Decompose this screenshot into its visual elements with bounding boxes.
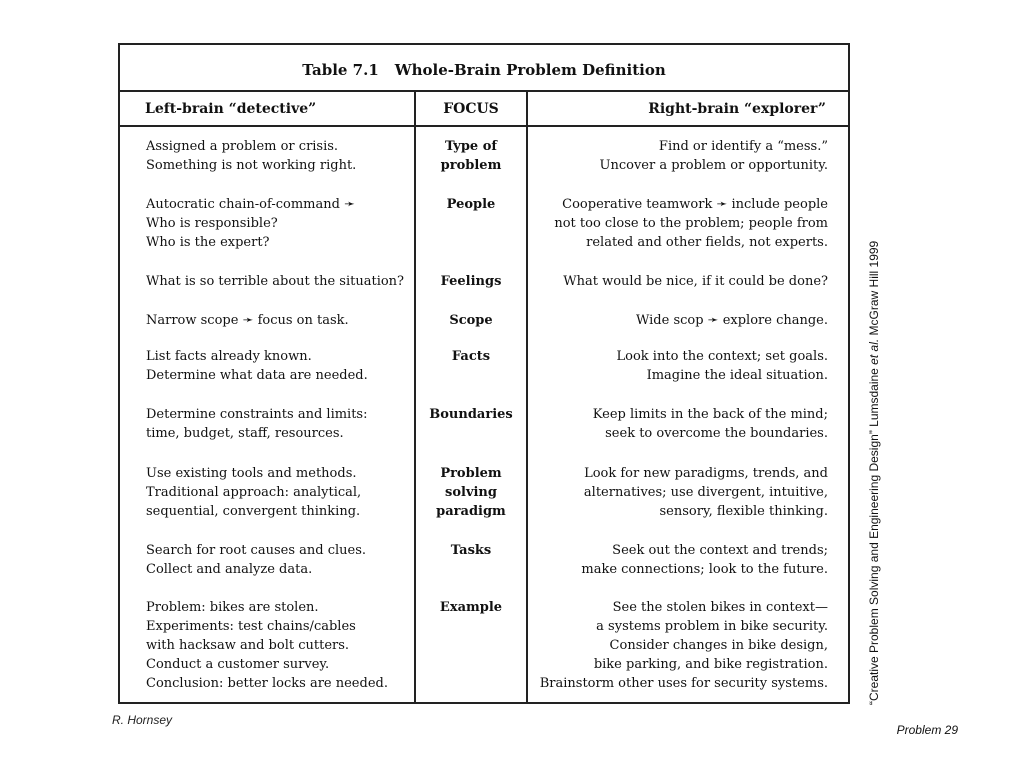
focus-cell [416, 195, 526, 214]
left-brain-cell-line: What is so terrible about the situation? [146, 274, 405, 289]
header-left-brain: Left-brain “detective” [145, 101, 317, 117]
right-brain-cell [528, 137, 828, 175]
right-brain-cell [528, 541, 828, 579]
right-brain-cell-line: Uncover a problem or opportunity. [599, 158, 828, 173]
citation-text: “Creative Problem Solving and Engineering Design” Lumsdaine [867, 364, 881, 705]
focus-cell-line: Feelings [440, 274, 502, 289]
table-title-text: Whole-Brain Problem Definition [394, 61, 666, 79]
focus-cell [416, 137, 526, 175]
right-brain-cell-line: a systems problem in bike security. [596, 619, 828, 634]
focus-cell-line: Problem [440, 466, 502, 481]
header-right-brain: Right-brain “explorer” [648, 101, 826, 117]
right-brain-cell-line: Consider changes in bike design, [609, 638, 828, 653]
left-brain-cell [146, 347, 410, 385]
right-brain-cell-line: Look into the context; set goals. [616, 349, 828, 364]
table-7-1 [118, 43, 850, 704]
author-name: R. Hornsey [112, 713, 173, 727]
left-brain-cell-line: Collect and analyze data. [146, 562, 313, 577]
left-brain-cell-line: Autocratic chain-of-command ➛ [146, 197, 355, 212]
right-brain-cell [528, 311, 828, 330]
left-brain-cell [146, 405, 410, 443]
right-brain-cell-line: make connections; look to the future. [581, 562, 828, 577]
right-brain-cell-line: not too close to the problem; people from [554, 216, 828, 231]
left-brain-cell [146, 311, 410, 330]
citation-et-al: et al. [867, 338, 881, 365]
focus-cell-line: People [446, 197, 496, 212]
right-brain-cell [528, 598, 828, 693]
left-brain-cell-line: List facts already known. [146, 349, 312, 364]
page-label: Problem 29 [896, 723, 958, 737]
right-brain-cell-line: Seek out the context and trends; [612, 543, 828, 558]
left-brain-cell-line: Something is not working right. [146, 158, 357, 173]
right-brain-cell-line: bike parking, and bike registration. [593, 657, 828, 672]
left-brain-cell [146, 541, 410, 579]
focus-cell-line: Example [439, 600, 503, 615]
focus-cell [416, 347, 526, 366]
left-brain-cell-line: Who is the expert? [146, 235, 270, 250]
focus-cell [416, 541, 526, 560]
right-brain-cell [528, 464, 828, 521]
focus-cell-line: solving [445, 485, 497, 500]
left-brain-cell-line: Who is responsible? [146, 216, 278, 231]
left-brain-cell-line: Conclusion: better locks are needed. [146, 676, 388, 691]
focus-cell-line: paradigm [436, 504, 506, 519]
right-brain-cell [528, 195, 828, 252]
left-brain-cell-line: Conduct a customer survey. [146, 657, 330, 672]
citation-publisher: McGraw Hill 1999 [867, 240, 881, 339]
left-brain-cell-line: with hacksaw and bolt cutters. [146, 638, 350, 653]
focus-cell [416, 464, 526, 521]
focus-cell [416, 405, 526, 424]
left-brain-cell-line: Search for root causes and clues. [146, 543, 367, 558]
right-brain-cell-line: Keep limits in the back of the mind; [592, 407, 828, 422]
left-brain-cell-line: Narrow scope ➛ focus on task. [146, 313, 349, 328]
left-brain-cell [146, 464, 410, 521]
right-brain-cell-line: Wide scop ➛ explore change. [636, 313, 828, 328]
left-brain-cell-line: Use existing tools and methods. [146, 466, 357, 481]
right-brain-cell-line: Brainstorm other uses for security systems. [539, 676, 828, 691]
left-brain-cell [146, 195, 410, 252]
left-brain-cell-line: Traditional approach: analytical, [146, 485, 362, 500]
table-number: Table 7.1 [302, 61, 379, 79]
header-focus: FOCUS [443, 101, 499, 117]
right-brain-cell-line: Imagine the ideal situation. [646, 368, 828, 383]
focus-cell [416, 311, 526, 330]
left-brain-cell-line: Assigned a problem or crisis. [146, 139, 339, 154]
left-brain-cell-line: Determine constraints and limits: [146, 407, 368, 422]
left-brain-cell [146, 598, 410, 693]
left-brain-cell-line: sequential, convergent thinking. [146, 504, 361, 519]
right-brain-cell [528, 347, 828, 385]
left-brain-cell-line: Problem: bikes are stolen. [146, 600, 319, 615]
left-brain-cell [146, 137, 410, 175]
right-brain-cell-line: related and other fields, not experts. [586, 235, 828, 250]
focus-cell [416, 272, 526, 291]
left-brain-cell-line: Determine what data are needed. [146, 368, 368, 383]
focus-cell [416, 598, 526, 617]
left-brain-cell [146, 272, 410, 291]
focus-cell-line: Tasks [450, 543, 492, 558]
right-brain-cell-line: Cooperative teamwork ➛ include people [562, 197, 828, 212]
header-divider [120, 125, 848, 127]
focus-cell-line: Type of [445, 139, 497, 154]
right-brain-cell-line: See the stolen bikes in context— [612, 600, 828, 615]
focus-cell-line: Boundaries [429, 407, 513, 422]
left-brain-cell-line: Experiments: test chains/cables [146, 619, 356, 634]
focus-cell-line: problem [440, 158, 502, 173]
right-brain-cell-line: What would be nice, if it could be done? [563, 274, 828, 289]
right-brain-cell [528, 405, 828, 443]
left-brain-cell-line: time, budget, staff, resources. [146, 426, 344, 441]
citation [867, 241, 881, 705]
right-brain-cell [528, 272, 828, 291]
right-brain-cell-line: sensory, flexible thinking. [659, 504, 828, 519]
right-brain-cell-line: seek to overcome the boundaries. [605, 426, 828, 441]
focus-cell-line: Scope [449, 313, 493, 328]
right-brain-cell-line: alternatives; use divergent, intuitive, [583, 485, 828, 500]
focus-cell-line: Facts [451, 349, 491, 364]
right-brain-cell-line: Find or identify a “mess.” [658, 139, 828, 154]
table-title [120, 45, 848, 92]
right-brain-cell-line: Look for new paradigms, trends, and [584, 466, 828, 481]
